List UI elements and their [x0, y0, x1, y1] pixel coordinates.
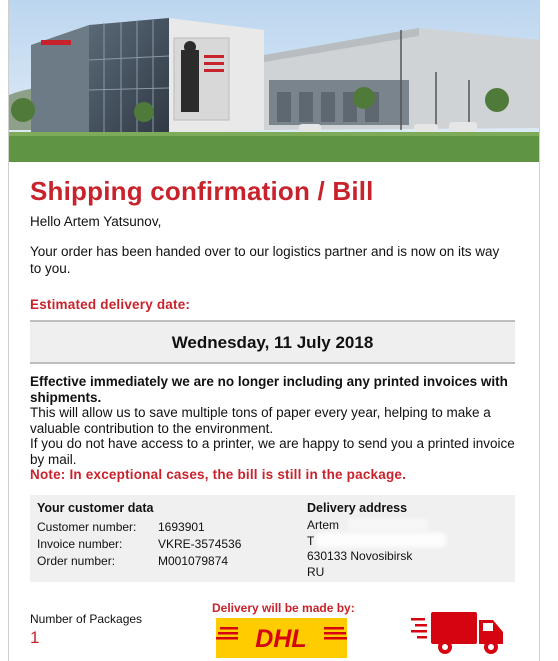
email-body [8, 0, 540, 661]
invoice-number-value: VKRE-3574536 [158, 537, 242, 551]
greeting: Hello Artem Yatsunov, [30, 214, 162, 229]
notice-paragraph-1: This will allow us to save multiple tons of paper every year, helping to make a valuable contribution to the environment. [30, 405, 491, 436]
order-number-label: Order number: [37, 554, 116, 568]
delivery-date-box [30, 320, 515, 364]
redaction [348, 519, 428, 531]
delivery-address-heading: Delivery address [307, 501, 408, 515]
packages-label: Number of Packages [30, 612, 143, 626]
dhl-logo [216, 618, 347, 658]
page-title: Shipping confirmation / Bill [30, 176, 374, 206]
address-name: Artem [307, 518, 340, 532]
order-number-value: M001079874 [158, 554, 229, 568]
dhl-logo-mark [216, 618, 347, 658]
customer-number-value: 1693901 [158, 520, 205, 534]
header-photo [9, 0, 539, 162]
delivery-truck-icon [411, 606, 509, 661]
building-photo [9, 0, 539, 162]
address-city: 630133 Novosibirsk [307, 549, 413, 563]
notice-note: Note: In exceptional cases, the bill is still in the package. [30, 467, 407, 482]
customer-info-box [30, 495, 515, 582]
intro-text: Your order has been handed over to our logistics partner and is now on its way to you. [30, 244, 500, 276]
packages-count: 1 [30, 628, 40, 647]
carrier-label: Delivery will be made by: [212, 601, 355, 615]
address-street: T [307, 534, 315, 548]
invoice-number-label: Invoice number: [37, 537, 123, 551]
address-country: RU [307, 565, 325, 579]
estimated-delivery-label: Estimated delivery date: [30, 297, 191, 312]
notice-heading: Effective immediately we are no longer including any printed invoices with shipments. [30, 374, 508, 405]
customer-number-label: Customer number: [37, 520, 137, 534]
customer-data-heading: Your customer data [37, 501, 154, 515]
invoice-notice [30, 374, 520, 483]
dhl-logo-text: DHL [255, 625, 307, 653]
redaction [316, 533, 446, 547]
delivery-date: Wednesday, 11 July 2018 [171, 333, 374, 352]
notice-paragraph-2: If you do not have access to a printer, we are happy to send you a printed invoice by mail. [30, 436, 515, 467]
